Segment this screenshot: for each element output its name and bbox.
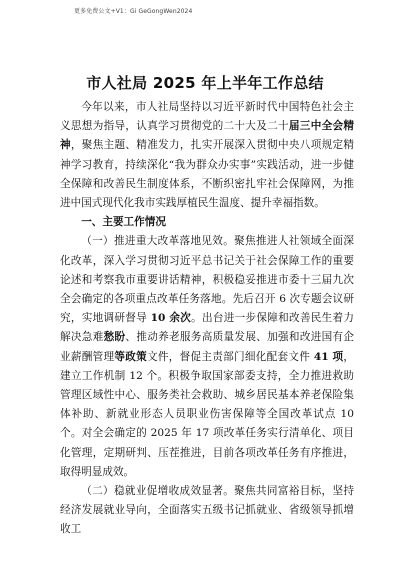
item1-emphasis-3: 等政策 [114,350,148,363]
item1-emphasis-1: 10 余次 [150,312,192,325]
intro-paragraph [60,98,354,213]
item1-text-5: ，建立工作机制 12 个。积极争取国家部委支持，全力推进救助管理区域性中心、服务类社会救助、城乡居民基本养老保险集体补助、新就业形态人员职业伤害保障等全国改革试点 10 个。对全会确定的 2025 年 17 项改革任务实行清单化、项目化管理，定期研判、压茬推进，目前各项改革任务有序推进，取得明显成效。 [60,350,355,478]
intro-text-1: 今年以来，市人社局坚持以习近平新时代中国特色社会主义思想为指导，认真学习贯彻党的二十大及二十 [60,101,354,133]
item1-text-2: 。出台进一步保障和改善民生着力解决急难 [60,312,354,344]
section-heading: 一、主要工作情况 [81,216,166,229]
document-title: 市人社局 2025 年上半年工作总结 [86,74,324,92]
item1-text-1: （一）推进重大改革落地见效。聚焦推进人社领域全面深化改革，深入学习贯彻习近平总书记关于社会保障工作的重要论述和考察我市重要讲话精神，积极稳妥推进市委十三届九次全会确定的各项重点改革任务落地。先后召开 6 次专题会议研究，实地调研督导 [60,235,354,325]
item2-text-1: （二）稳就业促增收成效显著。聚焦共同富裕目标，坚持经济发展就业导向，全面落实五级书记抓就业、省级领导抓增收工 [60,485,354,536]
item1-emphasis-4: 41 项 [313,350,344,363]
document-body [60,98,354,540]
item1-emphasis-2: 愁盼 [103,331,126,344]
item1-paragraph [60,232,354,482]
item1-text-4: 文件，督促主责部门细化配套文件 [147,350,314,363]
intro-emphasis: 届三中全会精神 [60,120,355,152]
item1-text-3: 、推动养老服务高质量发展、加强和改进国有企业薪酬管理 [60,331,355,363]
intro-text-2: ，聚焦主题、精准发力，扎实开展深入贯彻中央八项规定精神学习教育，持续深化“我为群众办实事”实践活动，进一步健全保障和改善民生制度体系，不断织密扎牢社会保障网，为推进中国式现代化我市实践厚植民生温度、提升幸福指数。 [60,139,355,210]
item2-paragraph [60,482,354,540]
watermark-text: 更多免费公文+V1：Gi GeGongWen2024 [74,8,193,15]
